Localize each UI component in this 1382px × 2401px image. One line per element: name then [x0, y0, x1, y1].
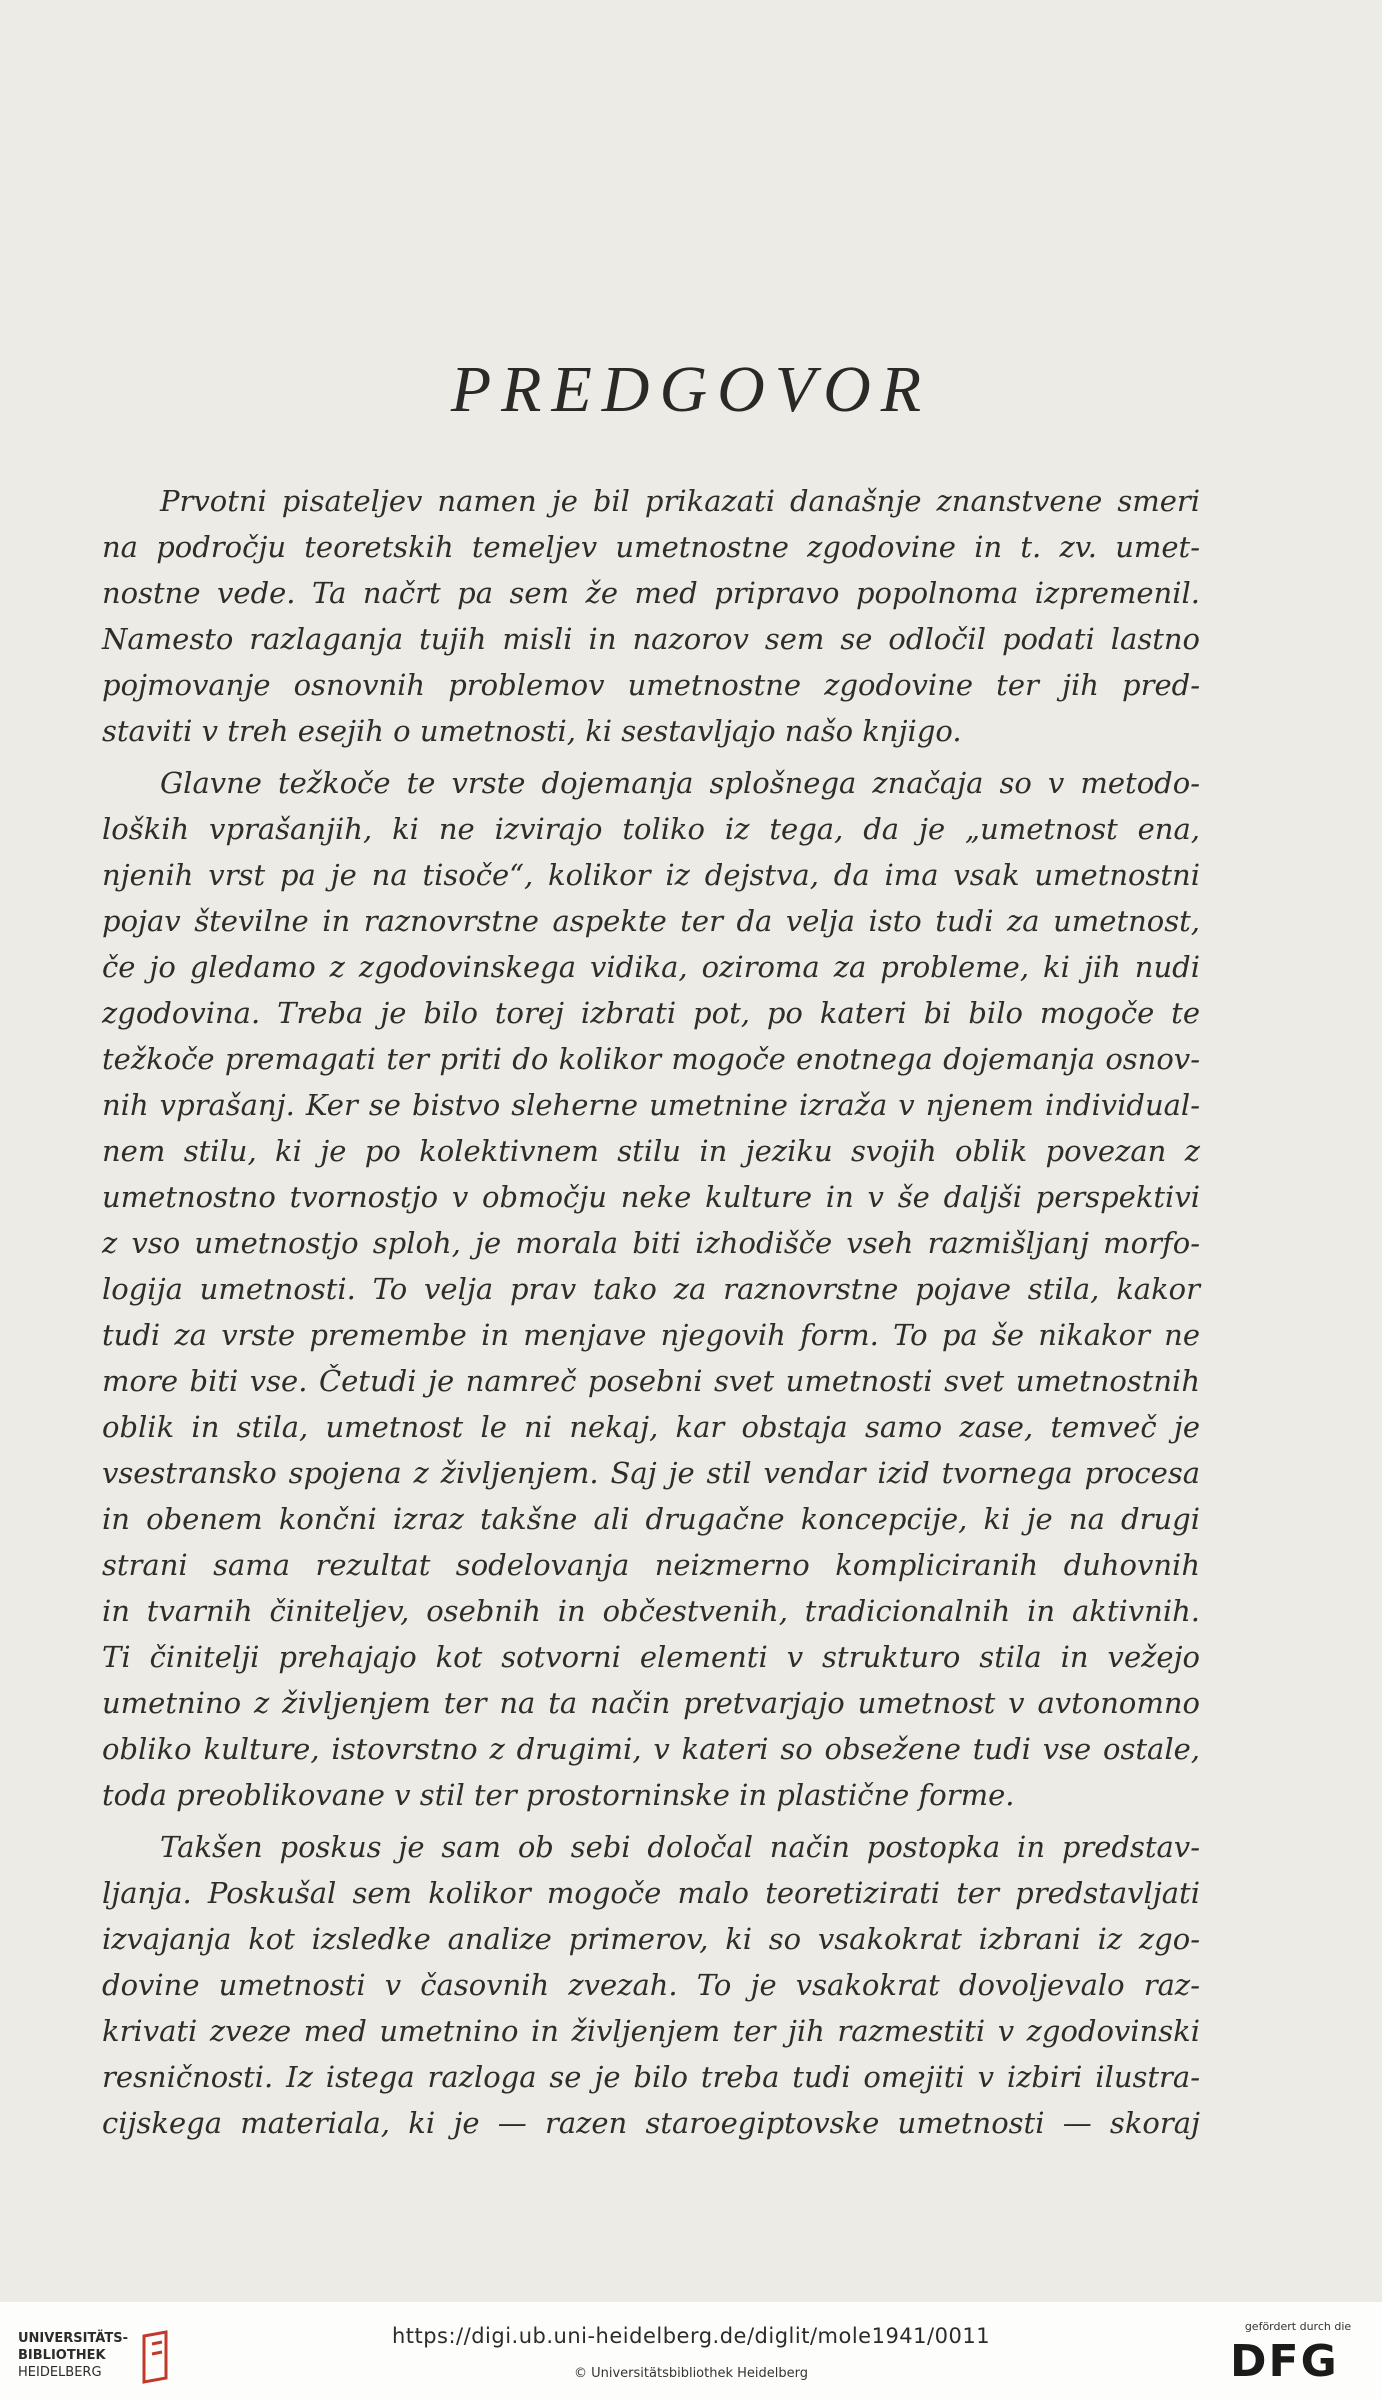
- text-line: izvajanja kot izsledke analize primerov, ki so vsakokrat izbrani iz zgo-: [102, 1922, 1200, 1956]
- text-line: njenih vrst pa je na tisoče“, kolikor iz dejstva, da ima vsak umetnostni: [102, 858, 1200, 892]
- footer-bar: [0, 2302, 1382, 2401]
- paragraph-1: [102, 478, 1200, 754]
- text-line: in obenem končni izraz takšne ali drugačne koncepcije, ki je na drugi: [102, 1502, 1200, 1536]
- text-line: umetnino z življenjem ter na ta način pretvarjajo umetnost v avtonomno: [102, 1686, 1200, 1720]
- text-line: pojav številne in raznovrstne aspekte ter da velja isto tudi za umetnost,: [102, 904, 1200, 938]
- text-line: nostne vede. Ta načrt pa sem že med pripravo popolnoma izpremenil.: [102, 576, 1200, 610]
- library-logo-line: BIBLIOTHEK: [18, 2348, 106, 2363]
- text-line: more biti vse. Četudi je namreč posebni svet umetnosti svet umetnostnih: [102, 1364, 1200, 1398]
- text-line: logija umetnosti. To velja prav tako za raznovrstne pojave stila, kakor: [102, 1272, 1200, 1306]
- library-logo-line: UNIVERSITÄTS-: [18, 2331, 128, 2346]
- text-line: če jo gledamo z zgodovinskega vidika, oziroma za probleme, ki jih nudi: [102, 950, 1200, 984]
- text-line: cijskega materiala, ki je — razen staroegiptovske umetnosti — skoraj: [102, 2106, 1200, 2140]
- page-title: PREDGOVOR: [450, 353, 932, 426]
- paragraph-3: [102, 1824, 1200, 2146]
- text-line: staviti v treh esejih o umetnosti, ki sestavljajo našo knjigo.: [102, 714, 962, 748]
- text-line: obliko kulture, istovrstno z drugimi, v kateri so obsežene tudi vse ostale,: [102, 1732, 1200, 1766]
- text-line: umetnostno tvornostjo v območju neke kulture in v še daljši perspektivi: [102, 1180, 1200, 1214]
- library-logo-line: HEIDELBERG: [18, 2365, 102, 2380]
- text-line: ljanja. Poskušal sem kolikor mogoče malo teoretizirati ter predstavljati: [102, 1876, 1200, 1910]
- copyright-notice: © Universitätsbibliothek Heidelberg: [573, 2366, 808, 2381]
- text-line: zgodovina. Treba je bilo torej izbrati pot, po kateri bi bilo mogoče te: [102, 996, 1200, 1030]
- text-line: resničnosti. Iz istega razloga se je bilo treba tudi omejiti v izbiri ilustra-: [102, 2060, 1200, 2094]
- text-line: oblik in stila, umetnost le ni nekaj, kar obstaja samo zase, temveč je: [102, 1410, 1200, 1444]
- text-line: nih vprašanj. Ker se bistvo sleherne umetnine izraža v njenem individual-: [102, 1088, 1200, 1122]
- text-line: Ti činitelji prehajajo kot sotvorni elementi v strukturo stila in vežejo: [102, 1640, 1200, 1674]
- text-line: nem stilu, ki je po kolektivnem stilu in jeziku svojih oblik povezan z: [102, 1134, 1200, 1168]
- text-line: krivati zveze med umetnino in življenjem ter jih razmestiti v zgodovinski: [102, 2014, 1200, 2048]
- text-line: loških vprašanjih, ki ne izvirajo toliko iz tega, da je „umetnost ena,: [102, 812, 1200, 846]
- text-line: Glavne težkoče te vrste dojemanja splošnega značaja so v metodo-: [160, 766, 1200, 800]
- text-line: Takšen poskus je sam ob sebi določal način postopka in predstav-: [160, 1830, 1200, 1864]
- text-line: z vso umetnostjo sploh, je morala biti izhodišče vseh razmišljanj morfo-: [102, 1226, 1200, 1260]
- text-line: dovine umetnosti v časovnih zvezah. To je vsakokrat dovoljevalo raz-: [102, 1968, 1200, 2002]
- text-line: vsestransko spojena z življenjem. Saj je stil vendar izid tvornega procesa: [102, 1456, 1200, 1490]
- text-line: in tvarnih činiteljev, osebnih in občestvenih, tradicionalnih in aktivnih.: [102, 1594, 1200, 1628]
- text-line: toda preoblikovane v stil ter prostorninske in plastične forme.: [102, 1778, 1015, 1812]
- paragraph-2: [102, 760, 1200, 1818]
- document-url-link[interactable]: https://digi.ub.uni-heidelberg.de/diglit/mole1941/0011: [391, 2324, 991, 2348]
- dfg-sponsor-logo[interactable]: [1228, 2320, 1368, 2392]
- sponsor-caption: gefördert durch die: [1244, 2320, 1352, 2333]
- text-line: na področju teoretskih temeljev umetnostne zgodovine in t. zv. umet-: [102, 530, 1200, 564]
- dfg-logo-mark: DFG: [1230, 2336, 1339, 2387]
- text-line: Prvotni pisateljev namen je bil prikazati današnje znanstvene smeri: [160, 484, 1200, 518]
- text-line: tudi za vrste premembe in menjave njegovih form. To pa še nikakor ne: [102, 1318, 1200, 1352]
- text-line: strani sama rezultat sodelovanja neizmerno kompliciranih duhovnih: [102, 1548, 1200, 1582]
- preface-body: [102, 478, 1200, 2152]
- text-line: Namesto razlaganja tujih misli in nazorov sem se odločil podati lastno: [102, 622, 1200, 656]
- text-line: težkoče premagati ter priti do kolikor mogoče enotnega dojemanja osnov-: [102, 1042, 1200, 1076]
- text-line: pojmovanje osnovnih problemov umetnostne zgodovine ter jih pred-: [102, 668, 1200, 702]
